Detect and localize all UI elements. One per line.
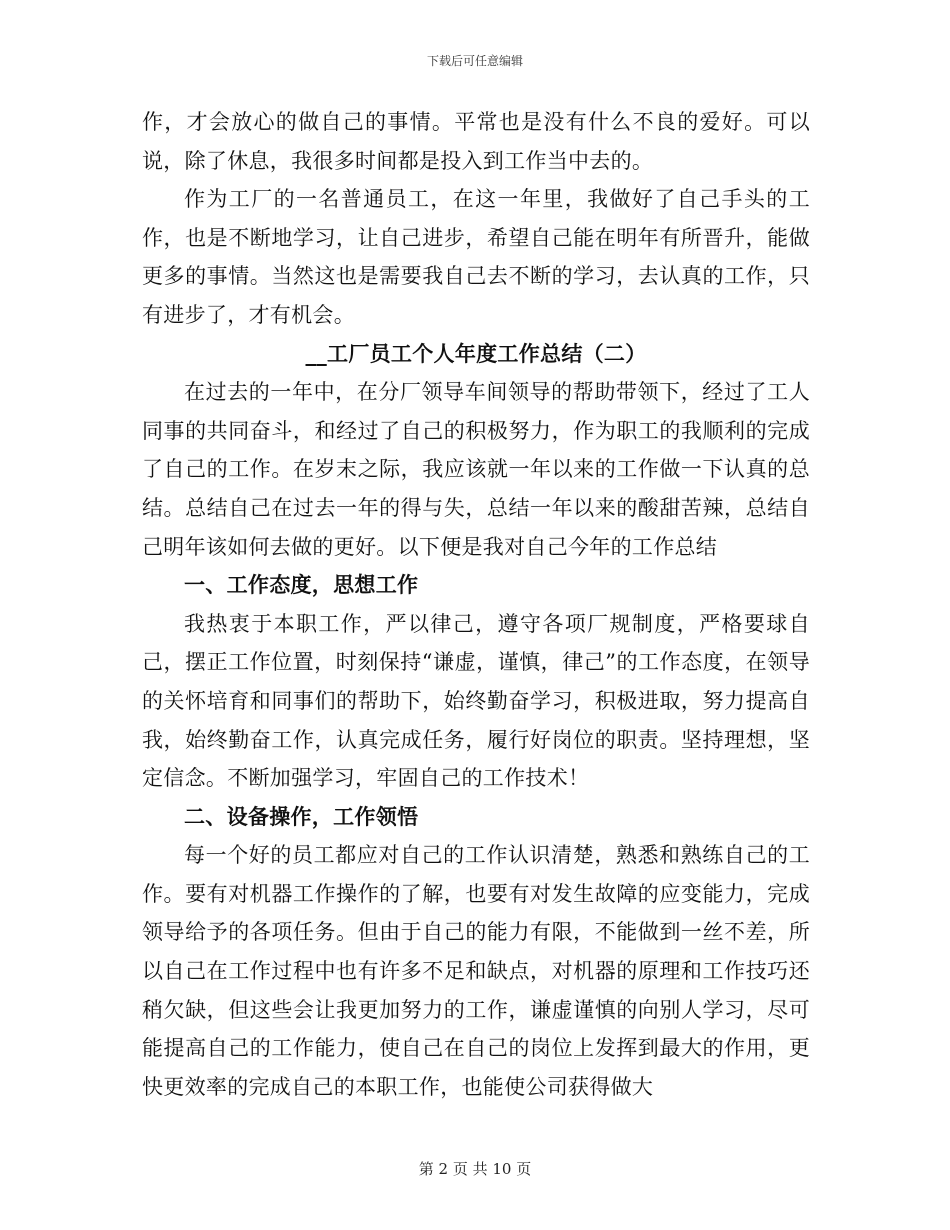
paragraph: 作为工厂的一名普通员工，在这一年里，我做好了自己手头的工作，也是不断地学习，让自己进步，希望自己能在明年有所晋升，能做更多的事情。当然这也是需要我自己去不断的学习，去认真的工作，只有进步了，才有机会。 <box>142 187 810 327</box>
paragraph-continued: 作，才会放心的做自己的事情。平常也是没有什么不良的爱好。可以说，除了休息，我很多时间都是投入到工作当中去的。 <box>142 110 810 173</box>
paragraph: 我热衷于本职工作，严以律己，遵守各项厂规制度，严格要球自己，摆正工作位置，时刻保持“谦虚，谨慎，律己”的工作态度，在领导的关怀培育和同事们的帮助下，始终勤奋学习，积极进取，努力提高自我，始终勤奋工作，认真完成任务，履行好岗位的职责。坚持理想，坚定信念。不断加强学习，牢固自己的工作技术！ <box>142 611 810 791</box>
heading-work-attitude: 一、工作态度，思想工作 <box>184 572 419 598</box>
document-body <box>142 103 810 1106</box>
page-number: 第 2 页 共 10 页 <box>418 1160 532 1178</box>
paragraph: 每一个好的员工都应对自己的工作认识清楚，熟悉和熟练自己的工作。要有对机器工作操作的了解，也要有对发生故障的应变能力，完成领导给予的各项任务。但由于自己的能力有限，不能做到一丝不差，所以自己在工作过程中也有许多不足和缺点，对机器的原理和工作技巧还稍欠缺，但这些会让我更加努力的工作，谦虚谨慎的向别人学习，尽可能提高自己的工作能力，使自己在自己的岗位上发挥到最大的作用，更快更效率的完成自己的本职工作，也能使公司获得做大 <box>142 843 810 1099</box>
paragraph: 在过去的一年中，在分厂领导车间领导的帮助带领下，经过了工人同事的共同奋斗，和经过了自己的积极努力，作为职工的我顺利的完成了自己的工作。在岁末之际，我应该就一年以来的工作做一下认真的总结。总结自己在过去一年的得与失，总结一年以来的酸甜苦辣，总结自己明年该如何去做的更好。以下便是我对自己今年的工作总结 <box>142 380 810 559</box>
section-title: __工厂员工个人年度工作总结（二） <box>305 340 647 366</box>
page-header: 下载后可任意编辑 <box>426 54 523 68</box>
heading-equipment-operation: 二、设备操作，工作领悟 <box>184 803 419 829</box>
